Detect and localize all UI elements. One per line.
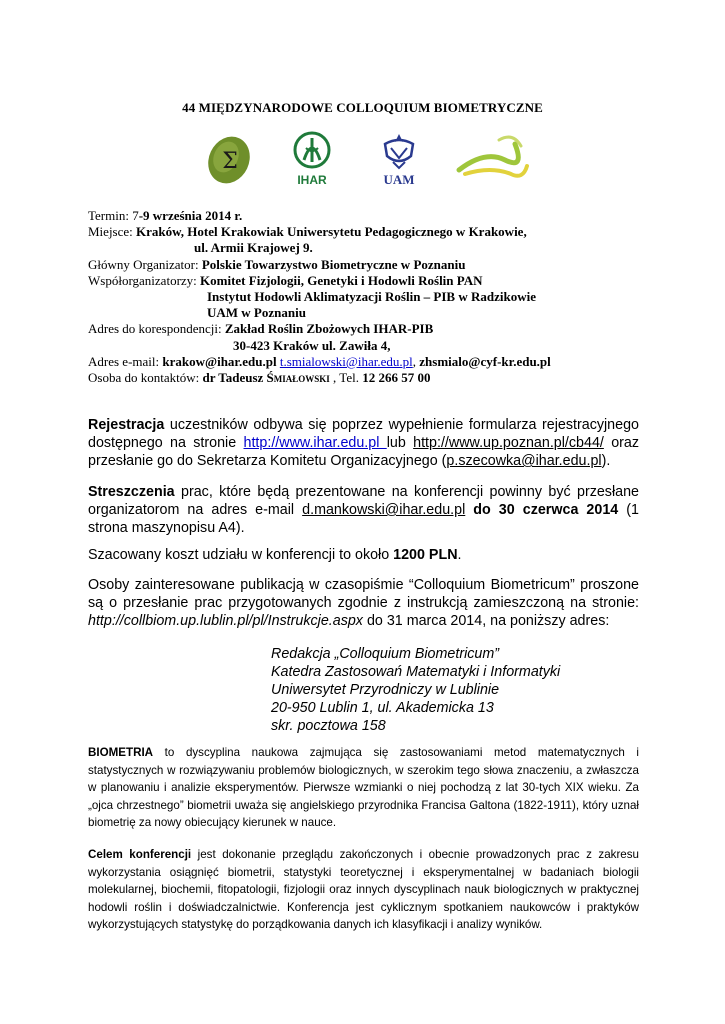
redakcja-line-2: Katedra Zastosowań Matematyki i Informatyki [271,664,561,680]
page-title: 44 MIĘDZYNARODOWE COLLOQUIUM BIOMETRYCZNE [182,100,543,115]
biometria-paragraph [88,744,639,832]
email-smialowski-link[interactable]: t.smialowski@ihar.edu.pl [279,353,413,369]
wspol-row-3 [88,305,648,321]
rejestracja-text-3: oraz przesłanie go do Sekretarza Komitetu Organizacyjnego ( [88,435,640,469]
rejestracja-heading: Rejestracja [88,417,165,433]
wspol-row-2 [88,289,648,305]
cel-heading: Celem konferencji [88,848,192,861]
streszczenia-text-1: prac, które będą prezentowane na konferencji powinny być przesłane organizatorom na adres e-mail [88,484,639,518]
miejsce-value: Kraków, Hotel Krakowiak Uniwersytetu Pedagogicznego w Krakowie, [136,224,527,240]
publikacja-text-2: do 31 marca 2014, na poniższy adres: [362,613,610,629]
adres-value-1: Zakład Roślin Zbożowych IHAR-PIB [224,321,434,337]
redakcja-line-1: Redakcja „Colloquium Biometricum” [271,646,500,662]
koszt-paragraph [88,546,639,564]
wspol-value-1: Komitet Fizjologii, Genetyki i Hodowli Roślin PAN [200,272,483,288]
redakcja-address [271,645,560,735]
ihar-website-link[interactable]: http://www.ihar.edu.pl [243,435,387,451]
streszczenia-paragraph [88,483,639,537]
kontakt-name: dr Tadeusz [202,370,267,386]
miejsce-street: ul. Armii Krajowej 9. [194,240,313,256]
koszt-amount: 1200 PLN [393,547,458,563]
secretary-email-link[interactable]: p.szecowka@ihar.edu.pl [446,453,602,469]
uam-logo [377,130,421,188]
sigma-logo-text: Σ [222,149,238,174]
wspol-row [88,273,648,289]
streszczenia-text-2: (1 strona maszynopisu A4). [88,502,640,536]
miejsce-label: Miejsce: [88,224,137,240]
kontakt-surname: Śmiałowski [266,370,330,386]
glowny-label: Główny Organizator: [88,256,202,272]
ihar-logo [290,130,334,188]
rejestracja-text-1: uczestników odbywa się poprzez wypełnienie formularza rejestracyjnego dostępnego na stronie [88,417,639,451]
event-info [88,208,648,386]
streszczenia-deadline: do 30 czerwca 2014 [465,502,619,518]
streszczenia-heading: Streszczenia [88,484,175,500]
miejsce-row-2 [88,240,648,256]
adres-row [88,321,648,337]
rejestracja-text-4: ). [601,453,611,469]
wspol-value-3: UAM w Poznaniu [207,305,306,321]
sigma-logo [205,130,253,188]
adres-label: Adres do korespondencji: [88,321,225,337]
koszt-text: Szacowany koszt udziału w konferencji to około [88,547,394,563]
email-krakow: krakow@ihar.edu.pl [162,353,277,369]
publikacja-paragraph [88,576,639,630]
koszt-end: . [457,547,462,563]
cel-paragraph [88,846,639,934]
ihar-logo-text: IHAR [297,173,327,187]
logo-strip [0,130,725,188]
email-label: Adres e-mail: [88,353,163,369]
adres-value-2: 30-423 Kraków ul. Zawiła 4, [233,337,391,353]
termin-row [88,208,648,224]
instructions-url: http://collbiom.up.lublin.pl/pl/Instrukcje.aspx [88,613,363,629]
kontakt-row [88,370,648,386]
email-separator: , [412,353,420,369]
rejestracja-paragraph [88,416,639,470]
publikacja-text-1: Osoby zainteresowane publikacją w czasopiśmie “Colloquium Biometricum” proszone są o przesłanie prac przygotowanych zgodnie z instrukcją zamieszczoną na stronie: [88,577,639,611]
abstract-email-link[interactable]: d.mankowski@ihar.edu.pl [302,502,466,518]
email-row [88,354,648,370]
email-zhsmialo: zhsmialo@cyf-kr.edu.pl [419,353,551,369]
swirl-logo [455,130,530,188]
cb44-website-link[interactable]: http://www.up.poznan.pl/cb44/ [413,435,604,451]
miejsce-row [88,224,648,240]
kontakt-label: Osoba do kontaktów: [88,370,203,386]
biometria-text: to dyscyplina naukowa zajmująca się zastosowaniami metod matematycznych i statystycznych w rozwiązywaniu problemów biologicznych, w szerokim tego słowa znaczeniu, a zwłaszcza w planowaniu i analizie eksperymentów. Pierwsze wzmianki o niej pochodzą z lat 30-tych XIX wieku. Za „ojca chrzestnego” biometrii uważa się angielskiego przyrodnika Francisa Galtona (1822-1911), który uznał biometrię za nowy obiecujący kierunek w nauce. [88,746,639,829]
redakcja-line-3: Uniwersytet Przyrodniczy w Lublinie [271,682,500,698]
termin-value: -9 września 2014 r. [138,208,243,223]
adres-row-2 [88,338,648,354]
wspol-value-2: Instytut Hodowli Aklimatyzacji Roślin – PIB w Radzikowie [207,289,536,305]
biometria-heading: BIOMETRIA [88,746,154,759]
termin-label: Termin: 7 [88,208,139,223]
uam-logo-text: UAM [383,172,415,187]
redakcja-line-5: skr. pocztowa 158 [271,718,386,734]
wspol-label: Współorganizatorzy: [88,272,201,288]
glowny-value: Polskie Towarzystwo Biometryczne w Poznaniu [201,256,466,272]
kontakt-tel-label: , Tel. [329,370,363,386]
rejestracja-text-2: lub [386,435,414,451]
cel-text: jest dokonanie przeglądu zakończonych i obecnie prowadzonych prac z zakresu wykorzystania osiągnięć biometrii, statystyki teoretycznej i eksperymentalnej w badaniach biologii molekularnej, biochemii, fitopatologii, fizjologii oraz innych dyscyplinach nauk biologicznych w praktycznej hodowli roślin i doświadczalnictwie. Konferencja jest cyklicznym spotkaniem naukowców i praktyków wykorzystujących statystykę do porządkowania danych ich klasyfikacji i analizy wyników. [88,848,639,931]
glowny-row [88,257,648,273]
redakcja-line-4: 20-950 Lublin 1, ul. Akademicka 13 [271,700,494,716]
kontakt-tel: 12 266 57 00 [362,370,431,386]
